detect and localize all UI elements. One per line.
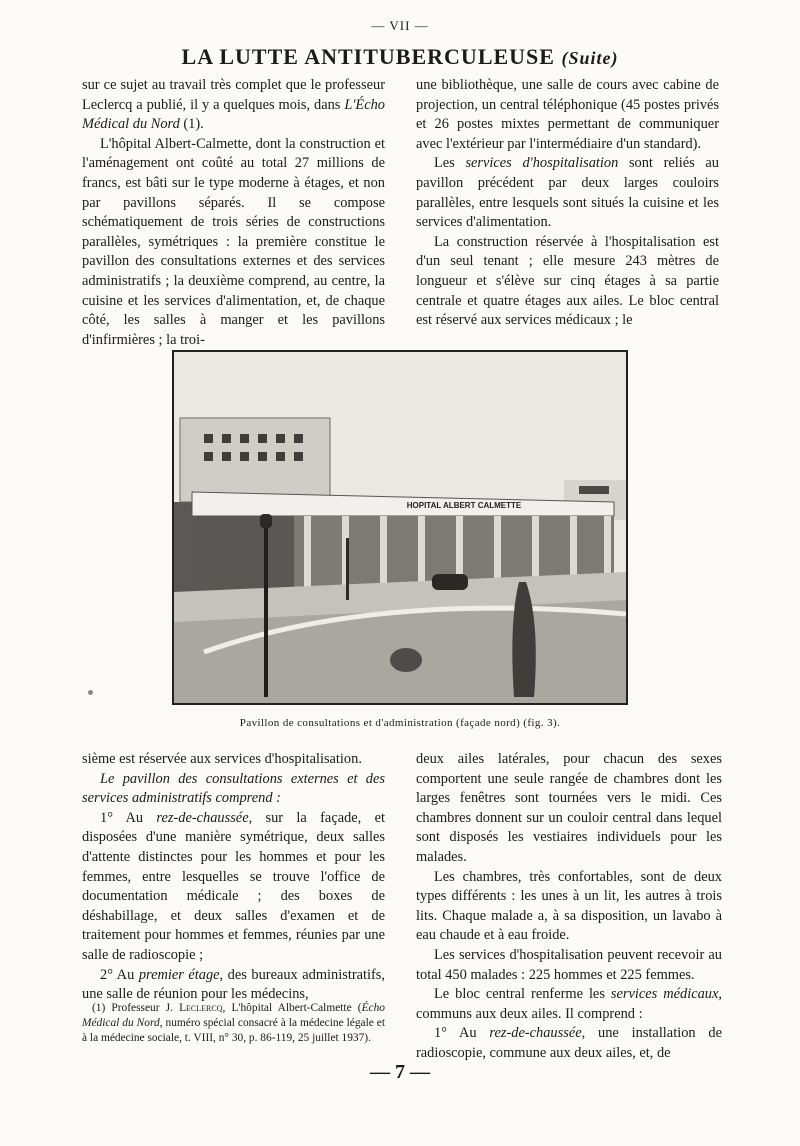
- paragraph: deux ailes latérales, pour chacun des sexes comportent une seule rangée de chambres dont les larges fenêtres sont tournées vers le midi. Ces chambres donnent sur un couloir central dans lequel sont disposés les vestiaires individuels pour les malades.: [416, 751, 722, 865]
- paragraph: sième est réservée aux services d'hospitalisation.: [82, 751, 362, 767]
- column-top-left: [82, 76, 385, 350]
- paragraph: L'hôpital Albert-Calmette, dont la construction et l'aménagement ont coûté au total 27 millions de francs, est bâti sur le type moderne à étages, et non par pavillons séparés. Il se compose schématiquement de trois séries de constructions parallèles, symétriques : la première constitue le pavillon des consultations externes et des services administratifs ; la deuxième comprend, au centre, la cuisine et les services d'alimentation, et, de chaque côté, les salles à manger et les pavillons d'infirmières ; la troi-: [82, 135, 385, 348]
- paragraph: 1° Au rez-de-chaussée, une installation de radioscopie, commune aux deux ailes, et, de: [416, 1025, 722, 1061]
- paragraph: 1° Au rez-de-chaussée, sur la façade, et disposées d'une manière symétrique, deux salles d'attente distinctes pour les hommes et pour les femmes, entre lesquelles se trouve l'office de documentation médicale ; des boxes de déshabillage, et deux salles d'examen et de traitement pour hommes et femmes, réunies par une salle de radioscopie ;: [82, 809, 385, 963]
- footnote: (1) Professeur J. Leclercq, L'hôpital Albert-Calmette (Écho Médical du Nord, numéro spécial consacré à la médecine légale et à la médecine sociale, t. VIII, n° 30, p. 86-119, 25 juillet 1937).: [82, 1002, 386, 1045]
- ink-smudge: [88, 690, 93, 695]
- photo-illustration: [174, 352, 626, 703]
- figure-caption: Pavillon de consultations et d'administration (façade nord) (fig. 3).: [239, 717, 561, 729]
- page-number: — 7 —: [370, 1061, 430, 1083]
- title-text: LA LUTTE ANTITUBERCULEUSE: [181, 44, 555, 69]
- column-bottom-right: [416, 750, 722, 1064]
- roman-page-number: — VII —: [371, 18, 429, 33]
- paragraph: Le bloc central renferme les services médicaux, communs aux deux ailes. Il comprend :: [416, 986, 722, 1022]
- paragraph: Les services d'hospitalisation sont reliés au pavillon précédent par deux larges couloirs parallèles, entre lesquels sont situés la cuisine et les services d'alimentation.: [416, 155, 719, 231]
- paragraph: Les chambres, très confortables, sont de deux types différents : les unes à un lit, les autres à trois lits. Chaque malade a, à sa disposition, un lavabo à eau chaude et à eau froide.: [416, 868, 722, 944]
- paragraph: La construction réservée à l'hospitalisation est d'un seul tenant ; elle mesure 243 mètres de longueur et s'élève sur cinq étages à sa partie centrale et quatre étages aux ailes. Le bloc central est réservé aux services médicaux ; le: [416, 233, 719, 329]
- paragraph: 2° Au premier étage, des bureaux administratifs, une salle de réunion pour les médecins,: [82, 966, 385, 1003]
- paragraph: Les services d'hospitalisation peuvent recevoir au total 450 malades : 225 hommes et 225 femmes.: [416, 946, 722, 983]
- column-top-right: [416, 76, 719, 331]
- column-bottom-left: [82, 750, 385, 1005]
- title-suite: (Suite): [561, 48, 619, 68]
- building-sign: HOPITAL ALBERT CALMETTE: [406, 501, 522, 510]
- building-photograph: [172, 350, 628, 705]
- paragraph: une bibliothèque, une salle de cours avec cabine de projection, un central téléphonique (45 postes privés et 26 postes mixtes permettant de communiquer avec l'extérieur par l'intermédiaire d'un standard).: [416, 77, 719, 152]
- paragraph: sur ce sujet au travail très complet que le professeur Leclercq a publié, il y a quelques mois, dans L'Écho Médical du Nord (1).: [82, 77, 385, 133]
- paragraph: Le pavillon des consultations externes et des services administratifs comprend :: [82, 770, 385, 807]
- running-title: [0, 44, 800, 70]
